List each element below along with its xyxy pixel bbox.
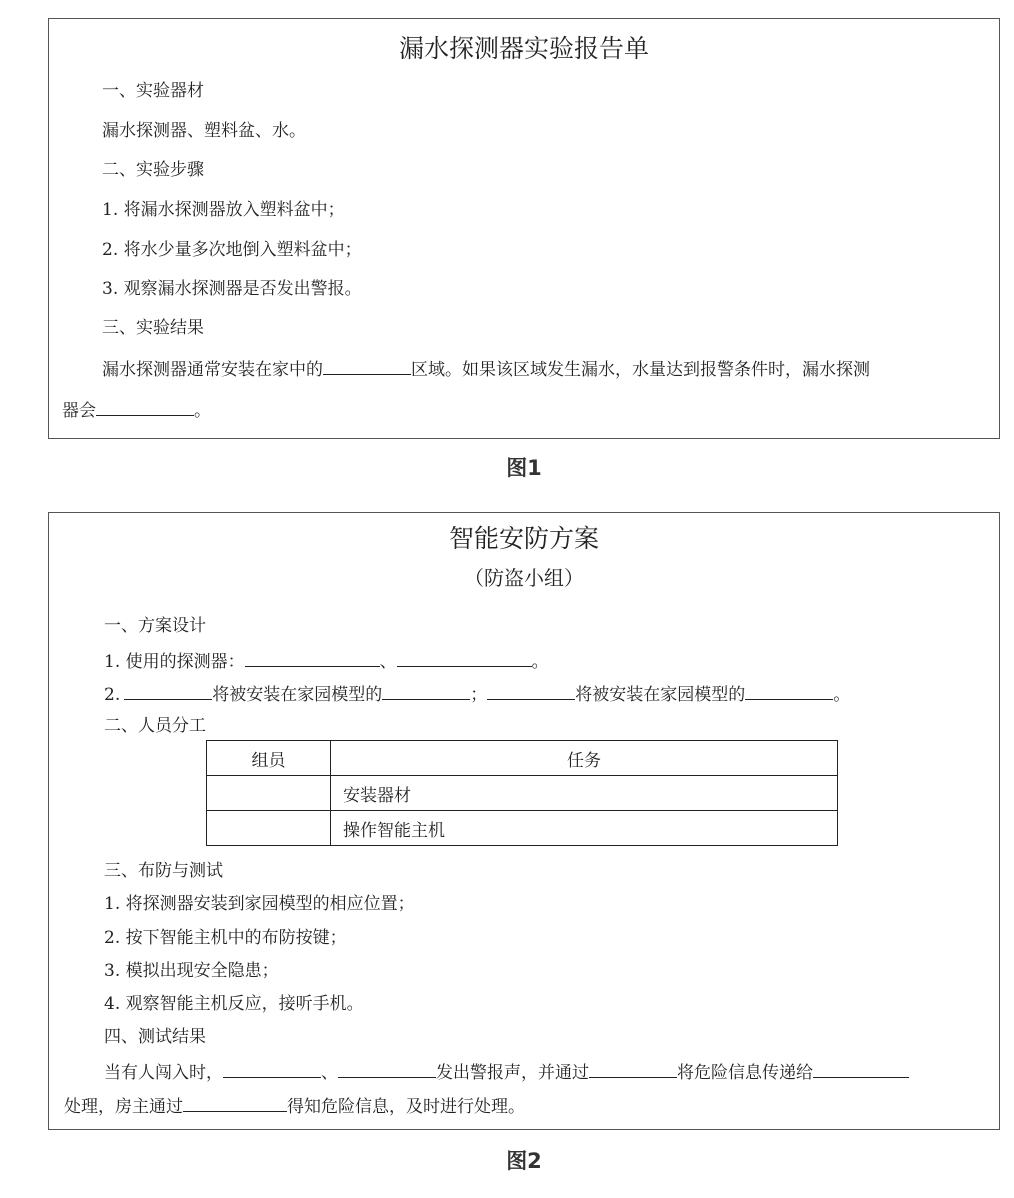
report2-section-design: 一、方案设计 bbox=[104, 616, 206, 636]
report2-test-3: 3. 模拟出现安全隐患； bbox=[104, 961, 279, 981]
report2-test-1: 1. 将探测器安装到家园模型的相应位置； bbox=[104, 894, 415, 914]
design-text: 、 bbox=[379, 652, 397, 672]
figure-1-caption: 图1 bbox=[506, 456, 542, 480]
fill-blank[interactable] bbox=[183, 1095, 287, 1112]
report2-design-1 bbox=[104, 650, 549, 672]
report2-test-4: 4. 观察智能主机反应，接听手机。 bbox=[104, 994, 364, 1014]
fill-blank[interactable] bbox=[397, 650, 532, 667]
design-text: 将被安装在家园模型的 bbox=[212, 685, 383, 705]
report1-result-text: 。 bbox=[194, 401, 211, 421]
task-cell: 操作智能主机 bbox=[331, 811, 838, 846]
report2-result-line-1 bbox=[104, 1061, 909, 1083]
fill-blank[interactable] bbox=[338, 1061, 436, 1078]
report2-section-staff: 二、人员分工 bbox=[104, 716, 206, 736]
result-text: 处理，房主通过 bbox=[64, 1097, 183, 1117]
report2-section-results: 四、测试结果 bbox=[104, 1027, 206, 1047]
report1-step-2: 2. 将水少量多次地倒入塑料盆中； bbox=[102, 240, 362, 260]
report1-result-line-1 bbox=[102, 358, 870, 380]
design-text: 将被安装在家园模型的 bbox=[575, 685, 746, 705]
header-member: 组员 bbox=[207, 741, 331, 776]
header-task: 任务 bbox=[331, 741, 838, 776]
task-cell: 安装器材 bbox=[331, 776, 838, 811]
report1-section-materials: 一、实验器材 bbox=[102, 81, 204, 101]
report1-result-text: 漏水探测器通常安装在家中的 bbox=[102, 360, 323, 380]
design-text: 2. bbox=[104, 685, 121, 705]
report1-step-3: 3. 观察漏水探测器是否发出警报。 bbox=[102, 279, 362, 299]
staff-table bbox=[206, 740, 838, 846]
report1-result-text: 器会 bbox=[62, 401, 96, 421]
fill-blank[interactable] bbox=[487, 683, 575, 700]
result-text: 将危险信息传递给 bbox=[677, 1063, 813, 1083]
fill-blank[interactable] bbox=[813, 1061, 909, 1078]
report1-section-results: 三、实验结果 bbox=[102, 318, 204, 338]
fill-blank[interactable] bbox=[245, 650, 380, 667]
report1-result-line-2 bbox=[62, 399, 211, 421]
fill-blank[interactable] bbox=[124, 683, 212, 700]
report2-test-2: 2. 按下智能主机中的布防按键； bbox=[104, 928, 347, 948]
report1-section-steps: 二、实验步骤 bbox=[102, 160, 204, 180]
design-text: ； bbox=[470, 685, 488, 705]
report2-design-2 bbox=[104, 683, 850, 705]
fill-blank[interactable] bbox=[223, 1061, 321, 1078]
member-cell[interactable] bbox=[207, 776, 331, 811]
fill-blank[interactable] bbox=[745, 683, 833, 700]
report2-title: 智能安防方案 bbox=[448, 524, 599, 553]
fill-blank[interactable] bbox=[589, 1061, 677, 1078]
design-text: 1. 使用的探测器： bbox=[104, 652, 245, 672]
figure-2-caption: 图2 bbox=[506, 1149, 542, 1173]
result-text: 得知危险信息，及时进行处理。 bbox=[287, 1097, 525, 1117]
result-text: 发出警报声，并通过 bbox=[436, 1063, 589, 1083]
fill-blank[interactable] bbox=[323, 358, 411, 375]
table-row bbox=[207, 811, 838, 846]
report2-subtitle: （防盗小组） bbox=[464, 566, 584, 590]
design-text: 。 bbox=[833, 685, 851, 705]
member-cell[interactable] bbox=[207, 811, 331, 846]
result-text: 当有人闯入时， bbox=[104, 1063, 223, 1083]
table-header-row bbox=[207, 741, 838, 776]
report2-section-test: 三、布防与测试 bbox=[104, 861, 223, 881]
fill-blank[interactable] bbox=[382, 683, 470, 700]
report1-materials: 漏水探测器、塑料盆、水。 bbox=[102, 121, 306, 141]
report1-title: 漏水探测器实验报告单 bbox=[398, 34, 649, 63]
table-row bbox=[207, 776, 838, 811]
report2-result-line-2 bbox=[64, 1095, 525, 1117]
fill-blank[interactable] bbox=[96, 399, 194, 416]
design-text: 。 bbox=[531, 652, 549, 672]
report1-step-1: 1. 将漏水探测器放入塑料盆中； bbox=[102, 200, 345, 220]
report1-result-text: 区域。如果该区域发生漏水，水量达到报警条件时，漏水探测 bbox=[411, 360, 870, 380]
result-text: 、 bbox=[321, 1063, 338, 1083]
